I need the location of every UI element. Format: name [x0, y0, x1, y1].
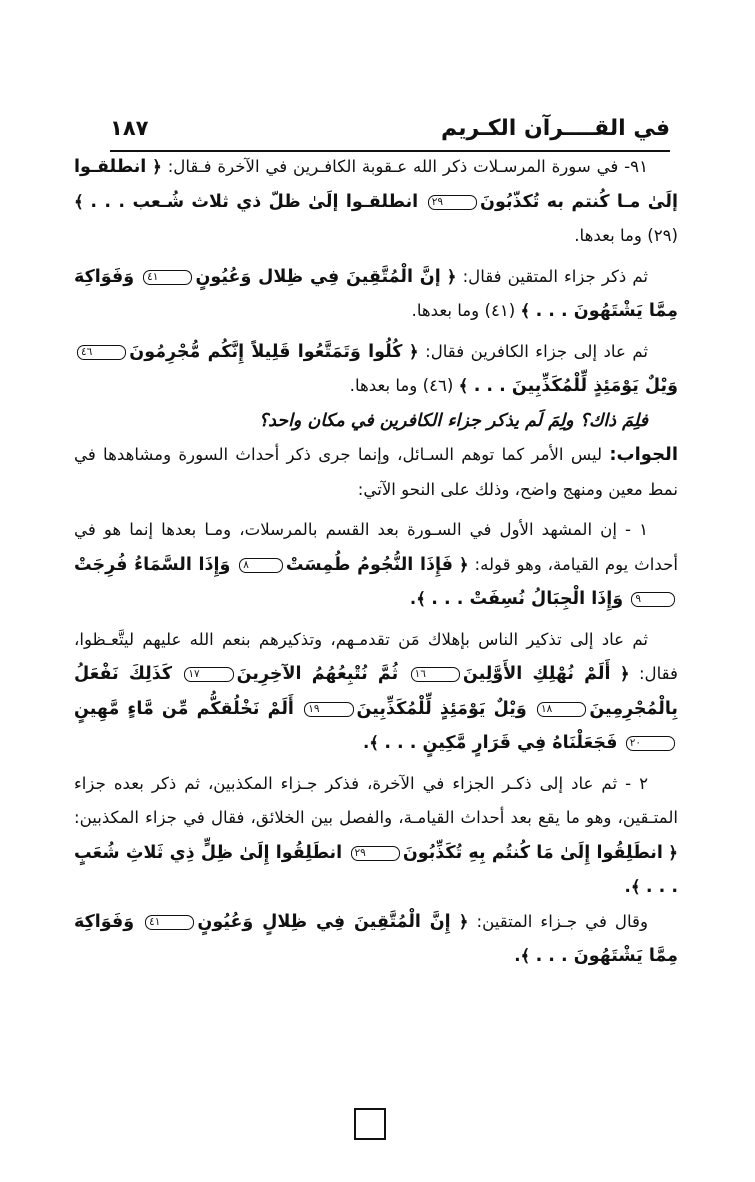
quran-quote: أَلَمْ نُهْلِكِ الأَوَّلِينَ	[462, 664, 611, 684]
page-header	[110, 116, 670, 150]
verse-number: ٤١	[143, 270, 192, 285]
verse-number: ١٩	[304, 702, 353, 717]
quran-bracket-close: ﴾	[458, 376, 469, 395]
verse-number: ٤٦	[77, 345, 126, 360]
quran-quote: وَفَوَاكِهَ مِمَّا يَشْتَهُونَ . . .	[74, 911, 678, 966]
verse-number: ٤١	[145, 915, 194, 930]
paragraph-kafirin	[74, 335, 678, 404]
paragraph-text: ٢ - ثم عاد إلى ذكـر الجزاء في الآخرة، فذكر جـزاء المكذبين، ثم ذكر بعده جزاء المتـقين، وهو ما يقع بعد أحداث القيامـة، والفصل بين الخلائق، فقال في جزاء المكذبين:	[74, 773, 678, 827]
quran-quote: وَإِذَا السَّمَاءُ فُرِجَتْ	[74, 554, 231, 575]
paragraph-text: ٩١- في سورة المرسـلات ذكر الله عـقوبة الكافـرين في الآخرة فـقال:	[167, 157, 648, 176]
quran-bracket-open: ﴿	[446, 266, 457, 286]
verse-number: ٩	[631, 592, 675, 607]
quran-bracket-close: ﴾	[74, 191, 84, 211]
verse-number: ٨	[239, 558, 283, 573]
quran-quote: كُلُوا وَتَمَتَّعُوا قَلِيلاً إِنَّكُم مُّجْرِمُونَ	[129, 341, 403, 362]
quran-bracket-open: ﴿	[458, 554, 469, 574]
running-title: في القــــرآن الكـريم	[440, 116, 670, 141]
paragraph-text: ثم ذكر جزاء المتقين فقال:	[462, 266, 648, 286]
verse-number: ١٦	[411, 667, 460, 682]
verse-number: ٢٠	[626, 736, 675, 751]
answer-paragraph	[74, 438, 678, 507]
quran-quote: انطَلِقُوا إِلَىٰ ظِلٍّ ذِي ثَلاثِ شُعَبٍ . . .	[74, 842, 678, 897]
quran-quote: انطلقـوا إلَىٰ ظلّ ذي ثلاث شُـعب . . .	[90, 191, 419, 212]
paragraph-text: ثم عاد إلى تذكير الناس بإهلاك مَن تقدمـهم، وتذكيرهم بنعم الله عليهم ليتَّعـظوا، فقال:	[74, 629, 678, 683]
quran-quote: وَيْلٌ يَوْمَئِذٍ لِّلْمُكَذِّبِينَ	[356, 698, 527, 719]
verse-number: ٢٩	[351, 846, 400, 861]
quran-quote: إِنَّ الْمُتَّقِينَ فِي ظِلالٍ وَعُيُونٍ	[197, 911, 451, 932]
answer-text: ليس الأمر كما توهم السـائل، وإنما جرى ذكر أحداث السورة ومشاهدها في نمط معين ومنهج واضح، وذلك على النحو الآتي:	[74, 445, 678, 499]
quran-bracket-open: ﴿	[668, 842, 679, 862]
verse-reference: (٤١) وما بعدها.	[411, 301, 516, 320]
verse-reference: (٤٦) وما بعدها.	[349, 376, 454, 395]
verse-number: ١٧	[184, 667, 233, 682]
question-text: فلِمَ ذاك؟ ولِمَ لَم يذكر جزاء الكافرين في مكان واحد؟	[258, 410, 648, 431]
page-number: ١٨٧	[110, 116, 149, 140]
quran-bracket-close: ﴾.	[624, 877, 641, 896]
point-2-continued	[74, 905, 678, 974]
quran-quote: كَذَلِكَ نَفْعَلُ بِالْمُجْرِمِينَ	[74, 664, 678, 719]
verse-number: ١٨	[537, 702, 586, 717]
quran-quote: وَإِذَا الْجِبَالُ نُسِفَتْ . . .	[431, 589, 624, 609]
answer-label: الجواب:	[609, 444, 678, 465]
point-2	[74, 767, 678, 905]
quran-bracket-close: ﴾.	[363, 733, 380, 752]
question-heading	[74, 404, 678, 439]
page-body	[74, 150, 678, 974]
quran-quote: فَإِذَا النُّجُومُ طُمِسَتْ	[285, 554, 453, 575]
point-1	[74, 513, 678, 617]
quran-quote: انطَلِقُوا إِلَىٰ مَا كُنتُم بِهِ تُكَذِّبُونَ	[402, 842, 663, 863]
quran-quote: فَجَعَلْنَاهُ فِي قَرَارٍ مَّكِينٍ . . .	[384, 733, 618, 753]
quran-bracket-close: ﴾	[520, 301, 531, 320]
point-1-continued	[74, 623, 678, 761]
quran-bracket-open: ﴿	[458, 911, 469, 931]
paragraph-text: ثم عاد إلى جزاء الكافرين فقال:	[425, 341, 648, 361]
paragraph-text: ١ - إن المشهد الأول في السـورة بعد القسم بالمرسلات، ومـا بعدها إنما هو في أحداث يوم القيامة، وهو قوله:	[74, 520, 678, 574]
quran-bracket-open: ﴿	[152, 157, 162, 176]
verse-reference: (٢٩) وما بعدها.	[574, 226, 678, 245]
paragraph-muttaqin	[74, 260, 678, 329]
end-of-page-square	[354, 1108, 386, 1140]
quran-quote: وَفَوَاكِهَ مِمَّا يَشْتَهُونَ . . .	[74, 266, 678, 321]
paragraph-text: وقال في جـزاء المتقين:	[476, 911, 648, 931]
quran-bracket-close: ﴾.	[409, 589, 426, 608]
quran-bracket-close: ﴾.	[514, 946, 531, 965]
quran-quote: وَيْلٌ يَوْمَئِذٍ لِّلْمُكَذِّبِينَ . . .	[473, 376, 678, 396]
quran-quote: إنَّ الْمُتَّقِينَ فِي ظِلال وَعُيُونٍ	[195, 266, 441, 287]
quran-quote: انطلقـوا إلَىٰ مـا كُنتم به تُكذّبُونَ	[74, 157, 678, 212]
quran-quote: ثُمَّ نُتْبِعُهُمُ الآخِرِينَ	[236, 664, 399, 684]
verse-number: ٢٩	[428, 195, 477, 210]
quran-quote: أَلَمْ نَخْلُقكُّم مِّن مَّاءٍ مَّهِينٍ	[74, 698, 294, 719]
quran-bracket-open: ﴿	[408, 341, 419, 361]
quran-bracket-open: ﴿	[619, 664, 630, 683]
paragraph-91	[74, 150, 678, 254]
